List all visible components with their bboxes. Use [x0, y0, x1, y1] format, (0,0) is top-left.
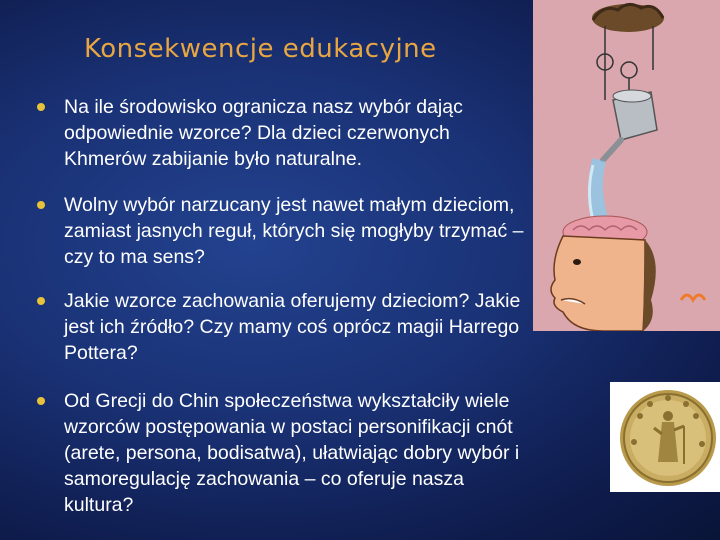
bullet-item — [30, 288, 535, 366]
bullet-item — [30, 388, 535, 518]
bullet-dot-icon — [37, 297, 45, 305]
coin-image — [610, 382, 720, 492]
bullet-item — [30, 192, 535, 270]
bullet-dot-icon — [37, 397, 45, 405]
bullet-dot-icon — [37, 201, 45, 209]
slide-title: Konsekwencje edukacyjne — [84, 34, 437, 64]
bullet-dot-icon — [37, 103, 45, 111]
bullet-text: Od Grecji do Chin społeczeństwa wykształciły wiele wzorców postępowania w postaci personifikacji cnót (arete, persona, bodisatwa), ułatwiając dobry wybór i samoregulację zachowania – co oferuje nasza kultura? — [64, 390, 520, 516]
coin-icon — [610, 382, 720, 492]
bullet-text: Jakie wzorce zachowania oferujemy dzieciom? Jakie jest ich źródło? Czy mamy coś oprócz magii Harrego Pottera? — [64, 290, 521, 364]
bullet-text: Wolny wybór narzucany jest nawet małym dzieciom, zamiast jasnych reguł, których się mogłyby trzymać – czy to ma sens? — [64, 194, 524, 268]
bullet-text: Na ile środowisko ogranicza nasz wybór dając odpowiednie wzorce? Dla dzieci czerwonych Khmerów zabijanie było naturalne. — [64, 96, 463, 170]
bullet-item — [30, 94, 535, 172]
poster-illustration-icon — [533, 0, 720, 331]
education-poster-image — [533, 0, 720, 331]
